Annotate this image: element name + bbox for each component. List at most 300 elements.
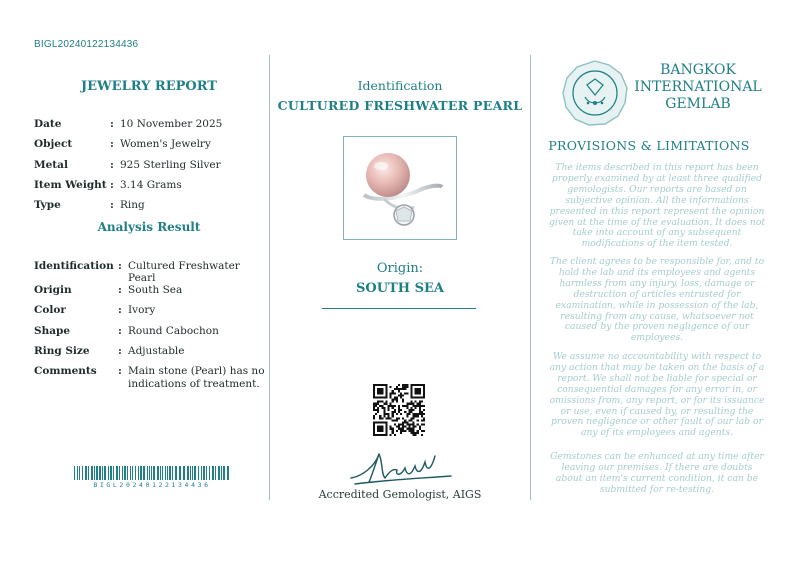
qr-module [373, 432, 375, 434]
analysis-row-origin [34, 284, 268, 304]
qr-module [419, 413, 421, 415]
qr-module [377, 388, 379, 390]
qr-module [390, 392, 392, 394]
qr-module [381, 407, 383, 409]
qr-module [381, 434, 383, 436]
qr-module [375, 405, 377, 407]
barcode-bar [160, 466, 161, 480]
qr-module [392, 399, 394, 401]
barcode-bar [151, 466, 152, 480]
qr-module [398, 384, 400, 386]
qr-module [381, 430, 383, 432]
qr-module [404, 421, 406, 423]
qr-module [390, 426, 392, 428]
qr-module [421, 430, 423, 432]
analysis-value: Cultured Freshwater Pearl [128, 260, 240, 284]
analysis-label: Color [34, 304, 66, 317]
barcode-bar [82, 466, 83, 480]
qr-module [423, 386, 425, 388]
qr-module [394, 411, 396, 413]
barcode-bar [187, 466, 189, 480]
qr-module [413, 415, 415, 417]
report-title: JEWELRY REPORT [81, 79, 217, 94]
qr-module [413, 428, 415, 430]
barcode-bar [227, 466, 229, 480]
qr-module [415, 426, 417, 428]
qr-module [383, 415, 385, 417]
origin-underline [322, 308, 476, 309]
barcode-bar [140, 466, 142, 480]
barcode-bar [223, 466, 225, 480]
qr-module [413, 384, 415, 386]
qr-module [379, 405, 381, 407]
qr-module [419, 384, 421, 386]
identification-label: Identification [357, 78, 443, 93]
qr-module [394, 419, 396, 421]
barcode-bar [74, 466, 75, 480]
barcode-bar [153, 466, 155, 480]
barcode-bar [192, 466, 193, 480]
qr-module [390, 394, 392, 396]
qr-module [385, 401, 387, 403]
qr-module [406, 415, 408, 417]
qr-module [423, 390, 425, 392]
qr-module [419, 390, 421, 392]
analysis-row-comments [34, 365, 268, 391]
qr-module [373, 390, 375, 392]
qr-module [415, 384, 417, 386]
provision-paragraph: The client agrees to be responsible for, and to hold the lab and its employees and agents harmless from any injury, loss, damage or destruction of articles entrusted for examination, while in possession of the lab, resulting from any cause, whatsoever not caused by the proven negligence of our employees. [549, 256, 765, 344]
separator: : [110, 199, 114, 212]
qr-module [381, 428, 383, 430]
qr-module [415, 432, 417, 434]
analysis-label: Identification [34, 260, 114, 272]
qr-module [381, 392, 383, 394]
detail-value: Ring [120, 199, 145, 212]
qr-module [417, 384, 419, 386]
qr-module [406, 428, 408, 430]
barcode-bar [183, 466, 185, 480]
analysis-row-color [34, 304, 268, 324]
qr-module [373, 386, 375, 388]
barcode-bar [198, 466, 199, 480]
qr-module [415, 415, 417, 417]
barcode-bar [116, 466, 118, 480]
qr-module [417, 415, 419, 417]
analysis-row-ring-size [34, 345, 268, 365]
qr-module [373, 426, 375, 428]
qr-module [421, 411, 423, 413]
qr-module [373, 403, 375, 405]
barcode-bar [194, 466, 196, 480]
qr-module [379, 428, 381, 430]
qr-module [408, 430, 410, 432]
qr-module [373, 392, 375, 394]
qr-module [423, 388, 425, 390]
separator: : [110, 138, 114, 151]
barcode-bar [218, 466, 220, 480]
qr-module [381, 421, 383, 423]
detail-value: 3.14 Grams [120, 178, 182, 191]
qr-module [419, 409, 421, 411]
qr-module [392, 390, 394, 392]
qr-module [381, 401, 383, 403]
barcode-bar [169, 466, 171, 480]
qr-module [408, 409, 410, 411]
lab-name-line: GEMLAB [665, 96, 731, 112]
qr-module [377, 392, 379, 394]
qr-module [404, 392, 406, 394]
analysis-value: Ivory [128, 304, 156, 317]
barcode-bar [175, 466, 177, 480]
qr-module [413, 403, 415, 405]
qr-module [377, 390, 379, 392]
qr-module [385, 432, 387, 434]
analysis-row-shape [34, 325, 268, 345]
qr-module [417, 392, 419, 394]
barcode-bar [212, 466, 214, 480]
separator: : [118, 284, 122, 296]
qr-module [400, 392, 402, 394]
qr-module [388, 409, 390, 411]
qr-module [392, 401, 394, 403]
qr-module [396, 386, 398, 388]
qr-module [402, 399, 404, 401]
qr-module [404, 411, 406, 413]
barcode-bar [190, 466, 191, 480]
qr-module [377, 411, 379, 413]
qr-module [396, 401, 398, 403]
qr-module [421, 424, 423, 426]
qr-module [402, 384, 404, 386]
qr-module [392, 428, 394, 430]
qr-module [413, 413, 415, 415]
barcode-bar [167, 466, 168, 480]
qr-module [413, 421, 415, 423]
qr-module [385, 388, 387, 390]
qr-module [404, 426, 406, 428]
barcode-bar [99, 466, 101, 480]
qr-module [400, 428, 402, 430]
qr-module [385, 392, 387, 394]
qr-module [415, 401, 417, 403]
qr-module [385, 394, 387, 396]
qr-module [385, 413, 387, 415]
qr-module [373, 407, 375, 409]
qr-module [392, 413, 394, 415]
qr-module [396, 399, 398, 401]
qr-module [406, 413, 408, 415]
detail-label: Item Weight [34, 178, 107, 191]
qr-module [377, 428, 379, 430]
identification-value: CULTURED FRESHWATER PEARL [277, 98, 523, 113]
qr-module [396, 396, 398, 398]
separator: : [110, 158, 114, 171]
qr-module [373, 434, 375, 436]
lab-name-line: BANGKOK [660, 62, 736, 78]
qr-module [383, 384, 385, 386]
qr-module [375, 396, 377, 398]
qr-module [392, 430, 394, 432]
qr-module [390, 434, 392, 436]
barcode-bar [149, 466, 150, 480]
qr-module [377, 430, 379, 432]
separator: : [118, 304, 122, 317]
qr-module [373, 405, 375, 407]
qr-module [400, 424, 402, 426]
qr-module [421, 384, 423, 386]
qr-module [413, 434, 415, 436]
barcode-bar [124, 466, 126, 480]
qr-module [388, 417, 390, 419]
qr-module [383, 411, 385, 413]
qr-module [423, 419, 425, 421]
qr-module [419, 392, 421, 394]
qr-module [410, 394, 412, 396]
qr-module [415, 434, 417, 436]
qr-module [417, 403, 419, 405]
qr-module [392, 432, 394, 434]
qr-module [381, 396, 383, 398]
qr-module [410, 409, 412, 411]
qr-module [423, 430, 425, 432]
qr-module [373, 388, 375, 390]
separator: : [118, 324, 122, 337]
analysis-title: Analysis Result [97, 220, 201, 234]
qr-module [388, 415, 390, 417]
qr-module [400, 394, 402, 396]
qr-module [419, 403, 421, 405]
barcode-bar [104, 466, 106, 480]
barcode-bar [113, 466, 114, 480]
qr-module [421, 401, 423, 403]
qr-module [413, 424, 415, 426]
qr-module [394, 424, 396, 426]
qr-module [398, 426, 400, 428]
qr-module [385, 390, 387, 392]
qr-module [402, 405, 404, 407]
barcode-bar [221, 466, 222, 480]
qr-module [377, 426, 379, 428]
qr-module [388, 407, 390, 409]
detail-label: Date [34, 118, 62, 130]
qr-module [402, 426, 404, 428]
separator: : [110, 118, 114, 130]
qr-module [396, 430, 398, 432]
qr-module [383, 434, 385, 436]
qr-module [413, 396, 415, 398]
qr-module [419, 405, 421, 407]
qr-module [402, 428, 404, 430]
qr-module [402, 388, 404, 390]
qr-module [410, 403, 412, 405]
qr-module [390, 405, 392, 407]
barcode-bar [91, 466, 93, 480]
barcode-bar [162, 466, 163, 480]
qr-module [392, 407, 394, 409]
qr-module [373, 417, 375, 419]
barcode-bar [157, 466, 159, 480]
qr-module [413, 409, 415, 411]
qr-module [377, 401, 379, 403]
qr-module [423, 384, 425, 386]
qr-module [390, 396, 392, 398]
qr-module [410, 384, 412, 386]
qr-module [402, 386, 404, 388]
qr-module [373, 384, 375, 386]
qr-module [415, 388, 417, 390]
detail-row-weight [34, 179, 260, 199]
qr-module [400, 432, 402, 434]
barcode-bar [209, 466, 210, 480]
qr-module [417, 430, 419, 432]
qr-module [417, 432, 419, 434]
qr-module [383, 396, 385, 398]
qr-module [379, 388, 381, 390]
analysis-label: Shape [34, 324, 71, 337]
qr-module [377, 421, 379, 423]
provision-paragraph: We assume no accountability with respect to any action that may be taken on the basis of a report. We shall not be liable for special or consequential damages for any error in, or omissions from, any report, or for its issuance or use, even if caused by, or resulting the proven negligence or other fault of our lab or any of its employees and agents. [549, 351, 765, 439]
qr-module [398, 424, 400, 426]
qr-module [390, 403, 392, 405]
qr-module [381, 417, 383, 419]
qr-module [404, 419, 406, 421]
qr-module [383, 413, 385, 415]
qr-module [394, 409, 396, 411]
divider-right [530, 55, 531, 500]
qr-module [402, 417, 404, 419]
qr-module [383, 421, 385, 423]
qr-module [398, 388, 400, 390]
signature-mark [345, 448, 457, 488]
separator: : [118, 344, 122, 357]
qr-module [396, 426, 398, 428]
barcode-bar [179, 466, 181, 480]
qr-module [398, 407, 400, 409]
qr-module [410, 388, 412, 390]
qr-module [379, 417, 381, 419]
barcode-bar [102, 466, 103, 480]
barcode-bar [85, 466, 87, 480]
qr-module [379, 426, 381, 428]
qr-module [417, 413, 419, 415]
qr-module [385, 424, 387, 426]
qr-module [423, 409, 425, 411]
qr-module [392, 411, 394, 413]
barcode-bar [127, 466, 128, 480]
qr-module [379, 434, 381, 436]
qr-module [373, 428, 375, 430]
qr-module [400, 430, 402, 432]
qr-module [379, 390, 381, 392]
qr-module [379, 415, 381, 417]
qr-module [396, 413, 398, 415]
qr-module [392, 415, 394, 417]
qr-module [423, 405, 425, 407]
qr-module [404, 388, 406, 390]
barcode-bar [201, 466, 202, 480]
detail-label: Object [34, 138, 73, 151]
qr-module [390, 386, 392, 388]
qr-module [379, 401, 381, 403]
analysis-value: Round Cabochon [128, 324, 219, 337]
qr-module [410, 407, 412, 409]
qr-module [417, 424, 419, 426]
barcode-bar [94, 466, 95, 480]
qr-module [398, 409, 400, 411]
qr-module [417, 388, 419, 390]
qr-module [373, 415, 375, 417]
qr-module [419, 411, 421, 413]
lab-name [628, 62, 768, 113]
signature-caption: Accredited Gemologist, AIGS [318, 488, 482, 501]
qr-module [410, 428, 412, 430]
qr-module [408, 403, 410, 405]
qr-module [385, 384, 387, 386]
qr-module [419, 428, 421, 430]
qr-module [394, 434, 396, 436]
analysis-row-identification [34, 260, 268, 284]
qr-module [419, 426, 421, 428]
barcode-bar [147, 466, 148, 480]
qr-module [404, 386, 406, 388]
qr-module [410, 386, 412, 388]
qr-module [417, 419, 419, 421]
detail-value: 10 November 2025 [120, 118, 223, 130]
qr-module [408, 424, 410, 426]
qr-module [398, 405, 400, 407]
qr-module [413, 432, 415, 434]
qr-module [410, 432, 412, 434]
detail-row-date [34, 118, 260, 138]
analysis-value: South Sea [128, 284, 183, 296]
ring-illustration [344, 137, 456, 239]
qr-module [383, 403, 385, 405]
qr-module [406, 403, 408, 405]
qr-module [392, 392, 394, 394]
qr-module [394, 392, 396, 394]
qr-module [398, 417, 400, 419]
detail-row-object [34, 138, 260, 158]
qr-module [410, 392, 412, 394]
qr-module [385, 403, 387, 405]
barcode-bar [119, 466, 120, 480]
qr-module [413, 426, 415, 428]
qr-module [390, 417, 392, 419]
qr-module [408, 426, 410, 428]
qr-module [385, 428, 387, 430]
qr-module [410, 419, 412, 421]
qr-module [423, 396, 425, 398]
origin-label: Origin: [376, 261, 424, 276]
qr-module [377, 434, 379, 436]
qr-module [396, 419, 398, 421]
qr-module [404, 405, 406, 407]
analysis-label: Comments [34, 365, 97, 378]
qr-module [410, 390, 412, 392]
separator: : [118, 365, 122, 378]
qr-module [423, 424, 425, 426]
qr-module [396, 417, 398, 419]
qr-module [410, 411, 412, 413]
qr-module [415, 392, 417, 394]
barcode-text: BIGL20240122134436 [93, 481, 211, 489]
barcode-bar [203, 466, 205, 480]
qr-module [400, 396, 402, 398]
qr-module [388, 413, 390, 415]
analysis-label: Ring Size [34, 344, 90, 357]
qr-module [388, 405, 390, 407]
